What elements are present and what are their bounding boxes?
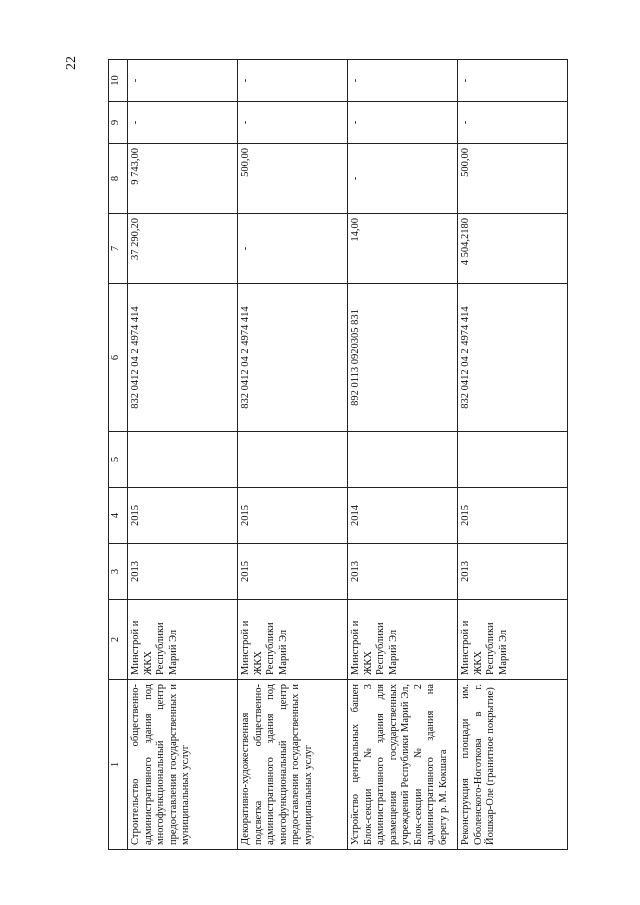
object-name-cell: Декоративно-художественная подсветка общественно-административного здания под многофункциональный центр предоставления государственных и муниципальных услуг: [238, 680, 348, 850]
header-row: [109, 60, 128, 850]
object-name-cell: Устройство центральных башен Блок-секции № 3 административного здания для размещения государственных учреждений Республики Марий Эл, Блок-секции № 2 административного здания на берегу р. М. Кокшага: [348, 680, 458, 850]
executor-cell: Минстрой и ЖКХ Республики Марий Эл: [128, 600, 238, 680]
table-row: [238, 60, 348, 850]
col10-cell: -: [348, 60, 458, 102]
column-header-7: 7: [109, 214, 128, 284]
table-row: [128, 60, 238, 850]
column-header-8: 8: [109, 144, 128, 214]
column-header-1: 1: [109, 680, 128, 850]
executor-cell: Минстрой и ЖКХ Республики Марий Эл: [458, 600, 568, 680]
col8-cell: 500,00: [238, 144, 348, 214]
start-year-cell: 2013: [458, 544, 568, 600]
program-table: [108, 59, 568, 850]
col9-cell: -: [348, 102, 458, 144]
column-header-5: 5: [109, 432, 128, 488]
column-header-3: 3: [109, 544, 128, 600]
col8-cell: -: [348, 144, 458, 214]
col9-cell: -: [128, 102, 238, 144]
col5-cell: [458, 432, 568, 488]
col7-cell: 4 504,2180: [458, 214, 568, 284]
end-year-cell: 2014: [348, 488, 458, 544]
col5-cell: [238, 432, 348, 488]
col10-cell: -: [238, 60, 348, 102]
end-year-cell: 2015: [238, 488, 348, 544]
col5-cell: [128, 432, 238, 488]
column-header-2: 2: [109, 600, 128, 680]
col9-cell: -: [238, 102, 348, 144]
executor-cell: Минстрой и ЖКХ Республики Марий Эл: [238, 600, 348, 680]
col8-cell: 9 743,00: [128, 144, 238, 214]
rotated-page-content: [64, 56, 628, 850]
col9-cell: -: [458, 102, 568, 144]
budget-code-cell: 832 0412 04 2 4974 414: [238, 284, 348, 432]
start-year-cell: 2013: [128, 544, 238, 600]
column-header-4: 4: [109, 488, 128, 544]
start-year-cell: 2013: [348, 544, 458, 600]
table-row: [458, 60, 568, 850]
budget-code-cell: 832 0412 04 2 4974 414: [458, 284, 568, 432]
object-name-cell: Реконструкция площади им. Оболенского-Ноготкова в г. Йошкар-Оле (гранитное покрытие): [458, 680, 568, 850]
col8-cell: 500,00: [458, 144, 568, 214]
col7-cell: -: [238, 214, 348, 284]
column-header-9: 9: [109, 102, 128, 144]
start-year-cell: 2015: [238, 544, 348, 600]
budget-code-cell: 832 0412 04 2 4974 414: [128, 284, 238, 432]
col7-cell: 37 290,20: [128, 214, 238, 284]
col5-cell: [348, 432, 458, 488]
col7-cell: 14,00: [348, 214, 458, 284]
end-year-cell: 2015: [128, 488, 238, 544]
column-header-10: 10: [109, 60, 128, 102]
column-header-6: 6: [109, 284, 128, 432]
page-number: 22: [64, 56, 79, 70]
col10-cell: -: [128, 60, 238, 102]
end-year-cell: 2015: [458, 488, 568, 544]
object-name-cell: Строительство общественно-административного здания под многофункциональный центр предоставления государственных и муниципальных услуг: [128, 680, 238, 850]
budget-code-cell: 892 0113 0920305 831: [348, 284, 458, 432]
executor-cell: Минстрой и ЖКХ Республики Марий Эл: [348, 600, 458, 680]
table-row: [348, 60, 458, 850]
col10-cell: -: [458, 60, 568, 102]
